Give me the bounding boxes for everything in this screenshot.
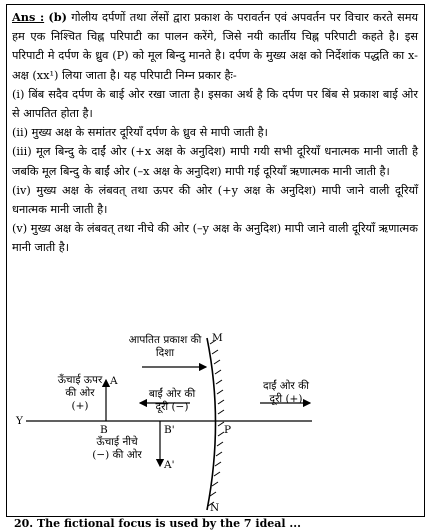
rule-1: (i) बिंब सदैव दर्पण के बाई ओर रखा जाता है। इसका अर्थ है कि दर्पण पर बिंब से प्रकाश बाई ओर से आपतित होता है। xyxy=(12,87,418,121)
sign-convention-diagram xyxy=(12,330,418,518)
left-distance-label: बाईं ओर की दूरी (−) xyxy=(148,388,196,413)
answer-part: (b) xyxy=(48,10,67,24)
incident-light-label: आपतित प्रकाश की दिशा xyxy=(128,334,202,359)
point-b-label: B xyxy=(100,424,108,436)
intro-paragraph xyxy=(12,8,418,85)
diagram-svg xyxy=(12,330,418,518)
height-up-label: ऊँचाई ऊपर की ओर (+) xyxy=(57,374,103,412)
next-question-text: 20. The fictional focus is used by the 7 ideal ... xyxy=(14,517,301,530)
rule-5: (v) मुख्य अक्ष के लंबवत् तथा नीचे की ओर (–y अक्ष के अनुदिश) मापी जाने वाली दूरियाँ ऋणात्मक मानी जाती है। xyxy=(12,222,418,255)
height-down-label: ऊँचाई नीचे (−) की ओर xyxy=(92,436,142,461)
answer-text xyxy=(12,8,418,258)
rule-4: (iv) मुख्य अक्ष के लंबवत् तथा ऊपर की ओर (+y अक्ष के अनुदिश) मापी जाने वाली दूरियाँ धनात्मक मानी जाती है। xyxy=(12,183,418,217)
point-m-label: M xyxy=(212,332,223,344)
intro-text: गोलीय दर्पणों तथा लेंसों द्वारा प्रकाश के परावर्तन एवं अपवर्तन पर विचार करते समय हम एक निश्चित चिह्न परिपाटी का पालन करेंगे, जिसे नयी कार्तीय चिह्न परिपाटी कहते है। इस परिपाटी मे दर्पण के ध्रुव (P) को मूल बिन्दु मानते है। दर्पण के मुख्य अक्ष को निर्देशांक पद्धति का x-अक्ष (xx¹) लिया जाता है। यह परिपाटी निम्न प्रकार हैः- xyxy=(12,11,419,82)
point-n-label: N xyxy=(210,502,220,514)
right-distance-label: दाईं ओर की दूरी (+) xyxy=(263,380,309,405)
point-a-label: A xyxy=(110,375,118,387)
point-a-prime-label: A' xyxy=(164,459,175,471)
answer-label: Ans : xyxy=(12,10,45,24)
point-b-prime-label: B' xyxy=(164,424,175,436)
point-p-label: P xyxy=(224,424,232,436)
point-y-label: Y xyxy=(16,415,23,427)
rule-3: (iii) मूल बिन्दु के दाईं ओर (+x अक्ष के अनुदिश) मापी गयी सभी दूरियाँ धनात्मक मानी जाती है जबकि मूल बिन्दु के बाईं ओर (–x अक्ष के अनुदिश) मापी गई दूरियाँ ऋणात्मक मानी जाती है। xyxy=(12,145,418,178)
rule-2: (ii) मुख्य अक्ष के समांतर दूरियाँ दर्पण के ध्रुव से मापी जाती है। xyxy=(12,126,268,140)
